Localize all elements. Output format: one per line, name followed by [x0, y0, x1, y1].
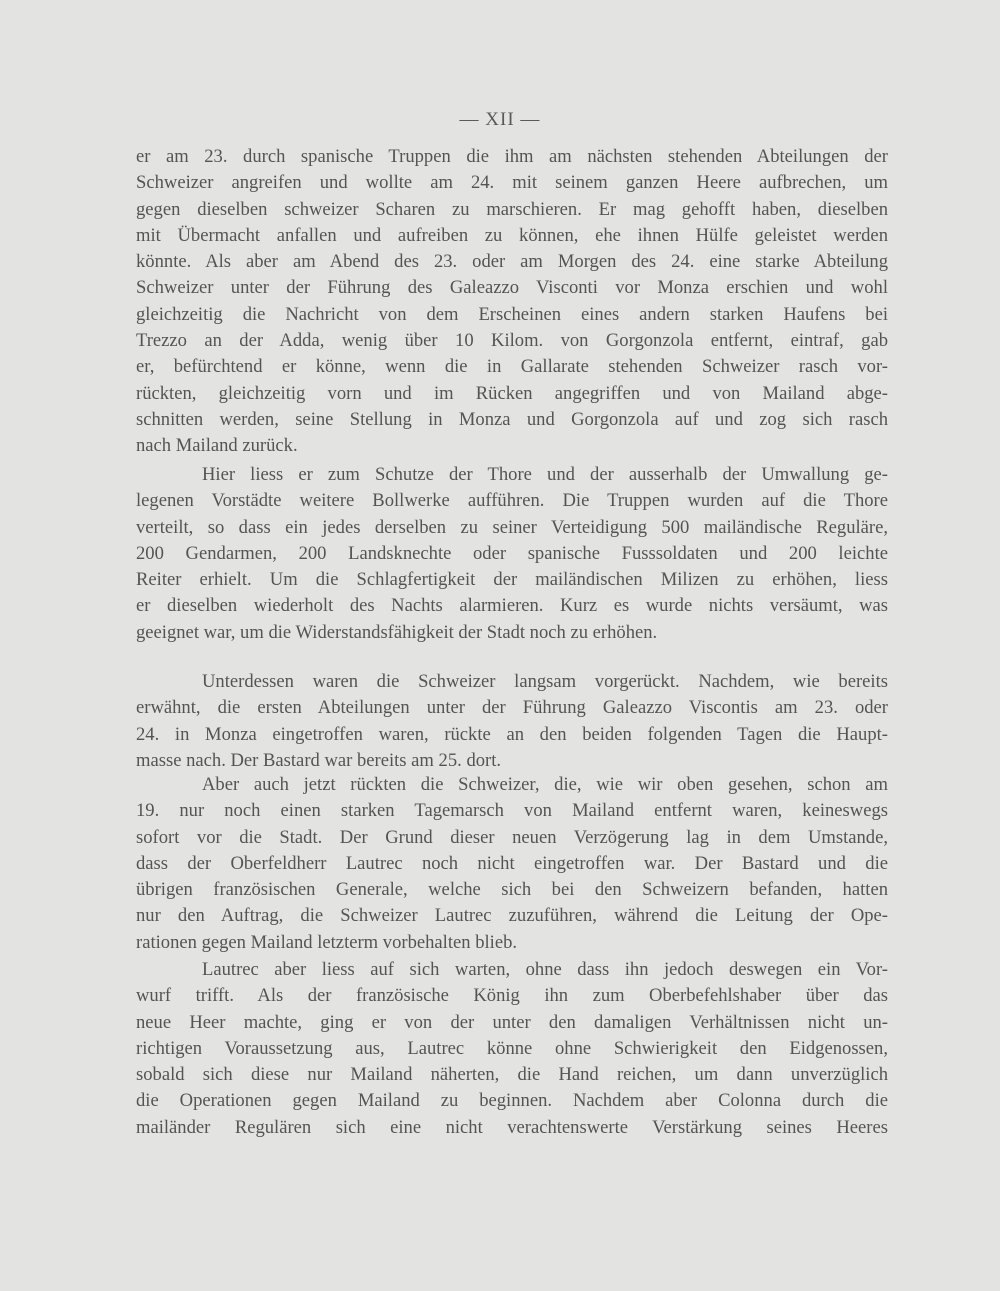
text-line: dass der Oberfeldherr Lautrec noch nicht eingetroffen war. Der Bastard und die	[136, 852, 888, 874]
text-line: Hier liess er zum Schutze der Thore und der ausserhalb der Umwallung ge-	[202, 464, 888, 485]
paragraph-1	[136, 144, 888, 460]
text-line: sofort vor die Stadt. Der Grund dieser neuen Verzögerung lag in dem Umstande,	[136, 826, 888, 848]
paragraph-4	[136, 772, 888, 956]
text-line: gegen dieselben schweizer Scharen zu marschieren. Er mag gehofft haben, dieselben	[136, 198, 888, 220]
text-line: 24. in Monza eingetroffen waren, rückte an den beiden folgenden Tagen die Haupt-	[136, 723, 888, 745]
text-line: Schweizer unter der Führung des Galeazzo Visconti vor Monza erschien und wohl	[136, 277, 888, 299]
text-line: er am 23. durch spanische Truppen die ihm am nächsten stehenden Abteilungen der	[136, 146, 888, 167]
text-line: Unterdessen waren die Schweizer langsam vorgerückt. Nachdem, wie bereits	[202, 671, 888, 692]
text-line: mailänder Regulären sich eine nicht verachtenswerte Verstärkung seines Heeres	[136, 1116, 888, 1138]
text-line: neue Heer machte, ging er von der unter den damaligen Verhältnissen nicht un-	[136, 1011, 888, 1033]
text-line: rückten, gleichzeitig vorn und im Rücken angegriffen und von Mailand abge-	[136, 382, 888, 404]
text-line: schnitten werden, seine Stellung in Monza und Gorgonzola auf und zog sich rasch	[136, 408, 888, 430]
text-line: könnte. Als aber am Abend des 23. oder am Morgen des 24. eine starke Abteilung	[136, 251, 888, 273]
text-line: richtigen Voraussetzung aus, Lautrec könne ohne Schwierigkeit den Eidgenossen,	[136, 1037, 888, 1059]
paragraph-3	[136, 669, 888, 774]
text-line: er, befürchtend er könne, wenn die in Gallarate stehenden Schweizer rasch vor-	[136, 356, 888, 378]
text-line: Lautrec aber liess auf sich warten, ohne dass ihn jedoch deswegen ein Vor-	[202, 959, 888, 980]
text-line: nur den Auftrag, die Schweizer Lautrec zuzuführen, während die Leitung der Ope-	[136, 905, 888, 927]
text-line: geeignet war, um die Widerstandsfähigkeit der Stadt noch zu erhöhen.	[136, 621, 658, 643]
text-line: er dieselben wiederholt des Nachts alarmieren. Kurz es wurde nichts versäumt, was	[136, 595, 888, 617]
text-line: gleichzeitig die Nachricht von dem Erscheinen eines andern starken Haufens bei	[136, 303, 888, 325]
text-line: wurf trifft. Als der französische König ihn zum Oberbefehlshaber über das	[136, 985, 888, 1007]
text-line: legenen Vorstädte weitere Bollwerke aufführen. Die Truppen wurden auf die Thore	[136, 490, 888, 512]
text-line: mit Übermacht anfallen und aufreiben zu können, ehe ihnen Hülfe geleistet werden	[136, 224, 888, 246]
paragraph-2	[136, 462, 888, 646]
text-line: übrigen französischen Generale, welche sich bei den Schweizern befanden, hatten	[136, 879, 888, 901]
page-number: — XII —	[459, 109, 541, 130]
text-line: Trezzo an der Adda, wenig über 10 Kilom. von Gorgonzola entfernt, eintraf, gab	[136, 330, 888, 352]
text-line: die Operationen gegen Mailand zu beginnen. Nachdem aber Colonna durch die	[136, 1090, 888, 1112]
text-line: verteilt, so dass ein jedes derselben zu seiner Verteidigung 500 mailändische Reguläre,	[136, 516, 888, 538]
text-line: sobald sich diese nur Mailand näherten, die Hand reichen, um dann unverzüglich	[136, 1064, 888, 1086]
text-line: Reiter erhielt. Um die Schlagfertigkeit der mailändischen Milizen zu erhöhen, liess	[136, 569, 888, 591]
text-line: 200 Gendarmen, 200 Landsknechte oder spanische Fusssoldaten und 200 leichte	[136, 542, 888, 564]
text-line: erwähnt, die ersten Abteilungen unter der Führung Galeazzo Viscontis am 23. oder	[136, 697, 888, 719]
text-line: nach Mailand zurück.	[136, 435, 298, 457]
text-line: 19. nur noch einen starken Tagemarsch von Mailand entfernt waren, keineswegs	[136, 800, 888, 822]
text-line: Schweizer angreifen und wollte am 24. mit seinem ganzen Heere aufbrechen, um	[136, 172, 888, 194]
text-line: rationen gegen Mailand letzterm vorbehalten blieb.	[136, 931, 518, 953]
paragraph-5	[136, 957, 888, 1141]
text-line: Aber auch jetzt rückten die Schweizer, die, wie wir oben gesehen, schon am	[202, 774, 888, 795]
text-line: masse nach. Der Bastard war bereits am 25. dort.	[136, 749, 502, 771]
